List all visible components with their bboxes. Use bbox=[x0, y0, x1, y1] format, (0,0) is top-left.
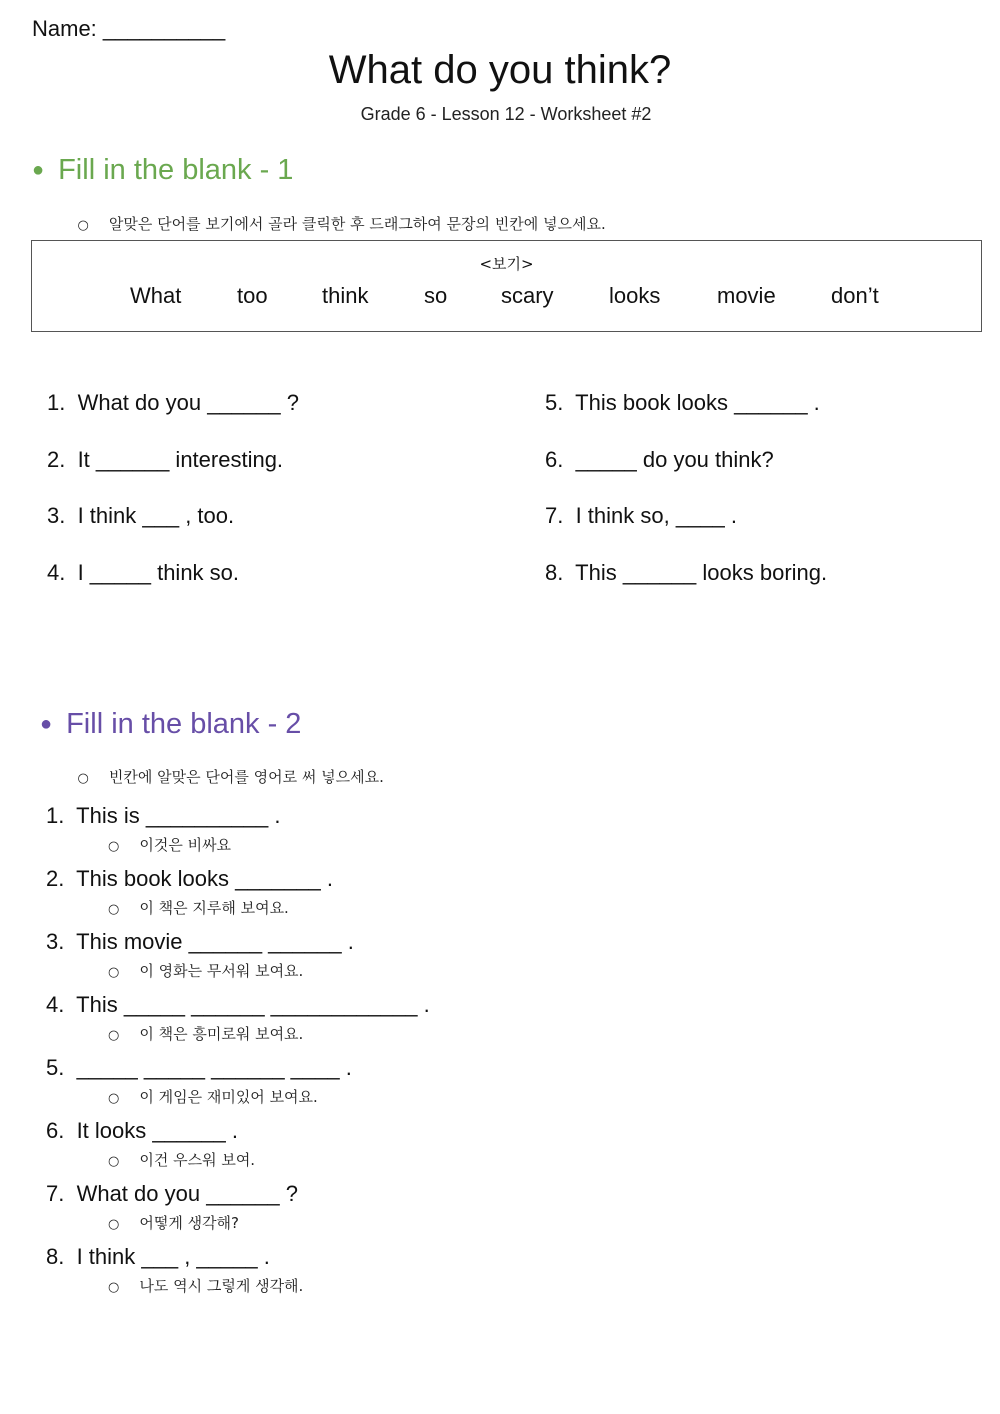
s2-question[interactable]: 3. This movie ______ ______ . bbox=[46, 929, 354, 954]
s2-question[interactable]: 1. This is __________ . bbox=[46, 803, 281, 828]
section-2-title: Fill in the blank - 2 bbox=[66, 708, 302, 740]
word-bank-word[interactable]: What bbox=[130, 283, 182, 308]
sub-bullet-icon: ○ bbox=[108, 902, 120, 917]
s2-hint-text: 이것은 비싸요 bbox=[139, 836, 232, 854]
sub-bullet-icon: ○ bbox=[77, 218, 89, 233]
section-2-heading bbox=[40, 708, 301, 741]
sub-bullet-icon: ○ bbox=[108, 1280, 120, 1295]
word-bank-word[interactable]: too bbox=[237, 283, 268, 308]
section-1-heading bbox=[32, 154, 293, 187]
s2-hint-text: 이 책은 지루해 보여요. bbox=[139, 899, 289, 917]
s1-question[interactable]: 6. _____ do you think? bbox=[545, 447, 774, 472]
s2-question[interactable]: 5. _____ _____ ______ ____ . bbox=[46, 1055, 352, 1080]
s2-hint bbox=[108, 834, 231, 855]
bullet-icon: ● bbox=[40, 713, 53, 735]
section-1-instruction-text: 알맞은 단어를 보기에서 골라 클릭한 후 드래그하여 문장의 빈칸에 넣으세요. bbox=[108, 215, 606, 233]
section-1-title: Fill in the blank - 1 bbox=[58, 154, 294, 186]
name-field-label: Name: __________ bbox=[32, 16, 226, 41]
s2-hint-text: 이 영화는 무서워 보여요. bbox=[139, 962, 304, 980]
s2-hint-text: 이 게임은 재미있어 보여요. bbox=[139, 1088, 318, 1106]
s1-question[interactable]: 5. This book looks ______ . bbox=[545, 390, 820, 415]
s1-question[interactable]: 1. What do you ______ ? bbox=[47, 390, 299, 415]
s2-question[interactable]: 4. This _____ ______ ____________ . bbox=[46, 992, 430, 1017]
word-bank-title: <보기> bbox=[479, 255, 534, 273]
page-subtitle: Grade 6 - Lesson 12 - Worksheet #2 bbox=[360, 104, 652, 124]
sub-bullet-icon: ○ bbox=[77, 771, 89, 786]
s2-hint bbox=[108, 1275, 303, 1296]
s2-hint bbox=[108, 960, 303, 981]
s2-hint-text: 이 책은 흥미로워 보여요. bbox=[139, 1025, 304, 1043]
s2-question[interactable]: 6. It looks ______ . bbox=[46, 1118, 239, 1143]
section-2-instruction bbox=[68, 748, 384, 787]
bullet-icon: ● bbox=[32, 159, 45, 181]
s2-hint bbox=[108, 1086, 318, 1107]
s2-hint bbox=[108, 1023, 303, 1044]
section-1-instruction bbox=[68, 195, 606, 234]
s1-question[interactable]: 8. This ______ looks boring. bbox=[545, 560, 828, 585]
s2-question[interactable]: 8. I think ___ , _____ . bbox=[46, 1244, 270, 1269]
sub-bullet-icon: ○ bbox=[108, 1217, 120, 1232]
sub-bullet-icon: ○ bbox=[108, 1028, 120, 1043]
word-bank-word[interactable]: so bbox=[424, 283, 448, 308]
page-title: What do you think? bbox=[328, 48, 672, 92]
section-2-instruction-text: 빈칸에 알맞은 단어를 영어로 써 넣으세요. bbox=[108, 768, 384, 786]
s1-question[interactable]: 3. I think ___ , too. bbox=[47, 503, 235, 528]
s2-question[interactable]: 7. What do you ______ ? bbox=[46, 1181, 298, 1206]
word-bank-word[interactable]: don’t bbox=[831, 283, 879, 308]
word-bank-word[interactable]: movie bbox=[717, 283, 776, 308]
s2-hint bbox=[108, 1212, 239, 1233]
s2-question[interactable]: 2. This book looks _______ . bbox=[46, 866, 334, 891]
s2-hint-text: 이건 우스워 보여. bbox=[139, 1151, 256, 1169]
word-bank-word[interactable]: think bbox=[322, 283, 369, 308]
s2-hint bbox=[108, 897, 289, 918]
sub-bullet-icon: ○ bbox=[108, 1154, 120, 1169]
s2-hint-text: 어떻게 생각해? bbox=[139, 1214, 240, 1232]
sub-bullet-icon: ○ bbox=[108, 965, 120, 980]
s2-hint bbox=[108, 1149, 255, 1170]
s1-question[interactable]: 2. It ______ interesting. bbox=[47, 447, 284, 472]
s2-hint-text: 나도 역시 그렇게 생각해. bbox=[139, 1277, 304, 1295]
s1-question[interactable]: 7. I think so, ____ . bbox=[545, 503, 738, 528]
word-bank bbox=[31, 240, 982, 332]
s1-question[interactable]: 4. I _____ think so. bbox=[47, 560, 240, 585]
word-bank-word[interactable]: scary bbox=[501, 283, 554, 308]
word-bank-word[interactable]: looks bbox=[609, 283, 661, 308]
sub-bullet-icon: ○ bbox=[108, 1091, 120, 1106]
sub-bullet-icon: ○ bbox=[108, 839, 120, 854]
